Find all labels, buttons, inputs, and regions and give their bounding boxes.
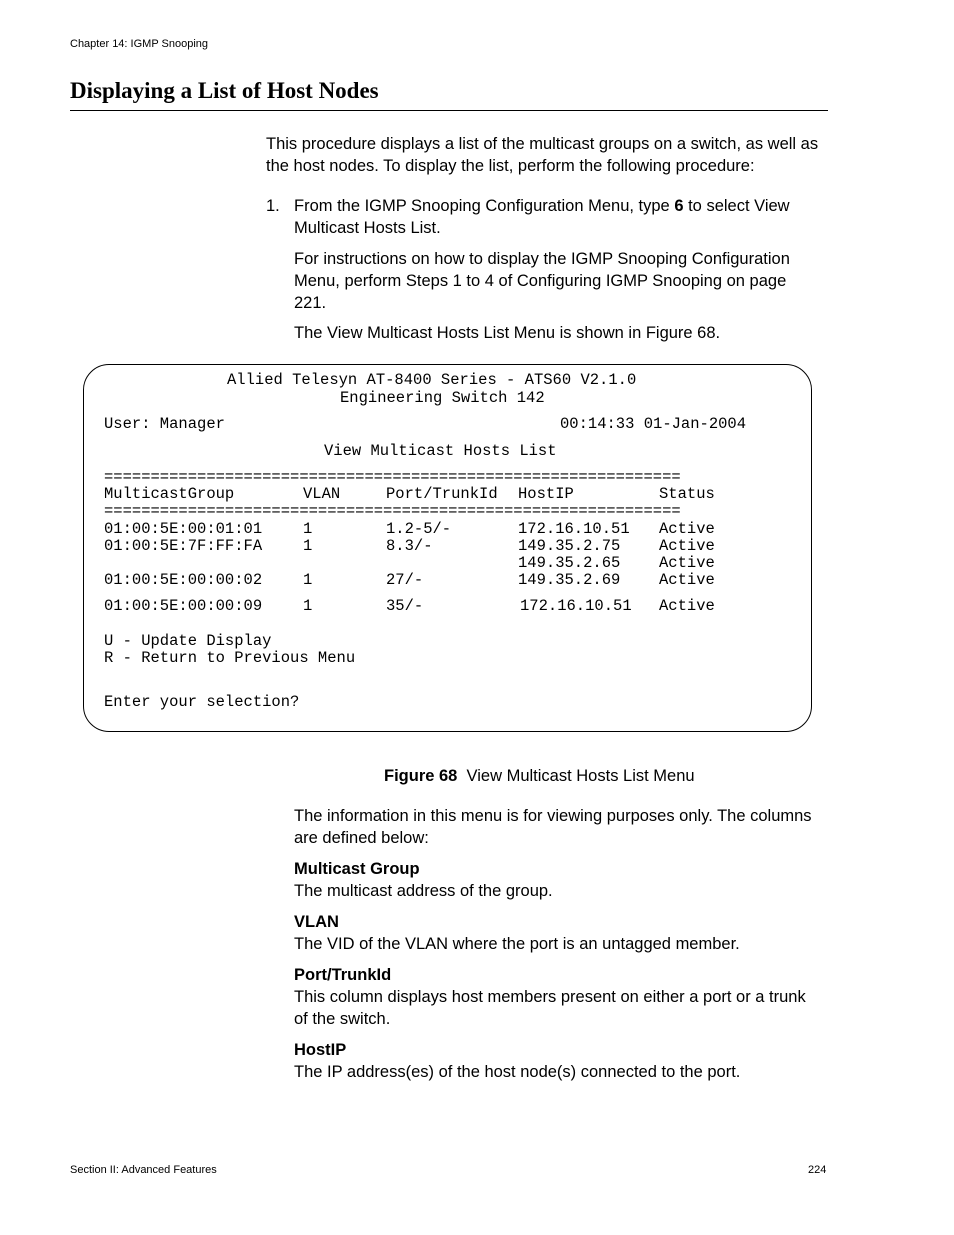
definition-term: VLAN	[294, 913, 339, 931]
intro-paragraph: This procedure displays a list of the multicast groups on a switch, as well as the host nodes. To display the list, perform the following procedure:	[266, 135, 819, 175]
row-status: Active	[659, 554, 715, 572]
col-status: Status	[659, 485, 715, 503]
row-port: 8.3/-	[386, 537, 433, 555]
step-key: 6	[674, 197, 684, 215]
row-host: 172.16.10.51	[520, 597, 632, 615]
col-vlan: VLAN	[303, 485, 341, 503]
row-port: 27/-	[386, 571, 424, 589]
definition-term: HostIP	[294, 1041, 347, 1059]
step-text-after: to select View Multicast Hosts List.	[294, 197, 790, 237]
footer-section: Section II: Advanced Features	[70, 1164, 217, 1176]
figure-label: Figure 68	[384, 767, 458, 785]
terminal-datetime: 00:14:33 01-Jan-2004	[560, 415, 747, 433]
row-host: 149.35.2.69	[518, 571, 621, 589]
figure-reference: The View Multicast Hosts List Menu is shown in Figure 68.	[294, 324, 721, 342]
row-host: 149.35.2.75	[518, 537, 621, 555]
row-vlan: 1	[303, 597, 313, 615]
figure-caption	[384, 765, 695, 787]
row-port: 35/-	[386, 597, 424, 615]
definition-desc: The multicast address of the group.	[294, 882, 553, 900]
title-rule	[70, 110, 828, 111]
page-title: Displaying a List of Host Nodes	[70, 78, 379, 103]
definition-term: Multicast Group	[294, 860, 420, 878]
row-vlan: 1	[303, 537, 313, 555]
menu-option-update[interactable]: U - Update Display	[104, 632, 272, 650]
terminal-switch-name: Engineering Switch 142	[340, 389, 545, 407]
step-text-before: From the IGMP Snooping Configuration Menu, type	[294, 197, 675, 215]
row-group: 01:00:5E:00:01:01	[104, 520, 263, 538]
row-group: 01:00:5E:00:00:09	[104, 597, 263, 615]
col-port-trunkid: Port/TrunkId	[386, 485, 498, 503]
figure-title: View Multicast Hosts List Menu	[466, 767, 695, 785]
terminal-screen-title: View Multicast Hosts List	[324, 442, 557, 460]
step-number: 1.	[266, 197, 280, 215]
col-hostip: HostIP	[518, 485, 574, 503]
row-status: Active	[659, 537, 715, 555]
step-1-text	[294, 195, 834, 239]
row-host: 149.35.2.65	[518, 554, 621, 572]
row-group: 01:00:5E:00:00:02	[104, 571, 263, 589]
row-host: 172.16.10.51	[518, 520, 630, 538]
row-group: 01:00:5E:7F:FF:FA	[104, 537, 263, 555]
info-paragraph: The information in this menu is for viewing purposes only. The columns are defined below:	[294, 807, 812, 847]
terminal-banner: Allied Telesyn AT-8400 Series - ATS60 V2.1.0	[227, 371, 637, 389]
definition-desc: The VID of the VLAN where the port is an untagged member.	[294, 935, 740, 953]
row-status: Active	[659, 597, 715, 615]
col-multicast-group: MulticastGroup	[104, 485, 235, 503]
terminal-user: User: Manager	[104, 415, 225, 433]
menu-option-return[interactable]: R - Return to Previous Menu	[104, 649, 356, 667]
row-vlan: 1	[303, 571, 313, 589]
row-status: Active	[659, 571, 715, 589]
page-number: 224	[808, 1164, 827, 1176]
step-note: For instructions on how to display the IGMP Snooping Configuration Menu, perform Steps 1 to 4 of Configuring IGMP Snooping on page 221.	[294, 250, 790, 312]
definition-term: Port/TrunkId	[294, 966, 392, 984]
row-port: 1.2-5/-	[386, 520, 452, 538]
terminal-separator: ==============================================================	[104, 502, 681, 520]
chapter-header: Chapter 14: IGMP Snooping	[70, 38, 208, 50]
terminal-separator: ==============================================================	[104, 468, 681, 486]
definition-desc: The IP address(es) of the host node(s) connected to the port.	[294, 1063, 741, 1081]
definition-desc: This column displays host members present on either a port or a trunk of the switch.	[294, 988, 806, 1028]
row-status: Active	[659, 520, 715, 538]
selection-prompt[interactable]: Enter your selection?	[104, 693, 300, 711]
row-vlan: 1	[303, 520, 313, 538]
